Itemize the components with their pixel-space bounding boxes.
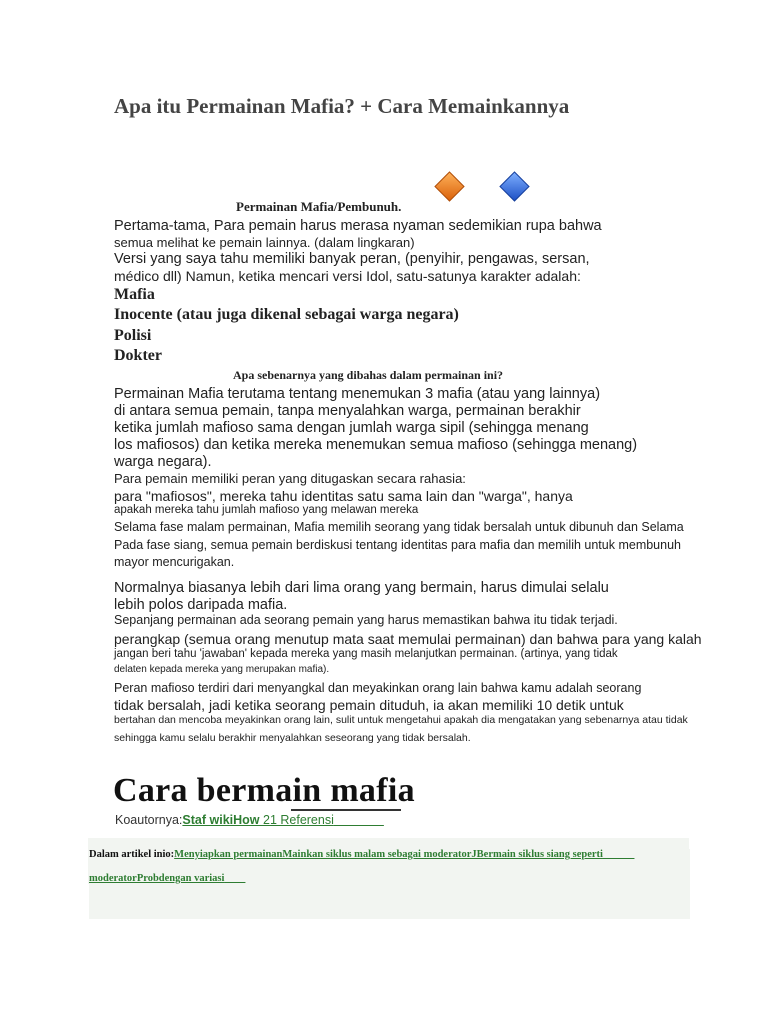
toc-links-1-trail [603, 849, 635, 860]
about-line: di antara semua pemain, tanpa menyalahkan warga, permainan berakhir [114, 403, 581, 419]
about-line: perangkap (semua orang menutup mata saat memulai permainan) dan bahwa para yang kalah [114, 631, 702, 647]
subheading-game: Permainan Mafia/Pembunuh. [236, 199, 402, 214]
toc-links-2[interactable]: moderatorProbdengan variasi [89, 873, 225, 884]
role-mafia: Mafia [114, 286, 155, 303]
about-line: apakah mereka tahu jumlah mafioso yang melawan mereka [114, 504, 419, 516]
about-line: para "mafiosos", mereka tahu identitas satu sama lain dan "warga", hanya [114, 488, 573, 504]
about-line: Sepanjang permainan ada seorang pemain yang harus memastikan bahwa itu tidak terjadi. [114, 613, 618, 627]
blue-diamond-icon [499, 171, 530, 202]
about-line: Permainan Mafia terutama tentang menemukan 3 mafia (atau yang lainnya) [114, 386, 601, 402]
toc-links-1[interactable]: Menyiapkan permainanMainkan siklus malam sebagai moderatorJBermain siklus siang seperti [174, 849, 603, 860]
about-line: delaten kepada mereka yang merupakan mafia). [114, 664, 330, 675]
intro-line: médico dll) Namun, ketika mencari versi Idol, satu-satunya karakter adalah: [114, 268, 581, 284]
references-link[interactable]: 21 Referensi [259, 813, 334, 827]
about-line: Selama fase malam permainan, Mafia memilih seorang yang tidak bersalah untuk dibunuh dan Selama [114, 520, 684, 534]
about-line: Para pemain memiliki peran yang ditugaskan secara rahasia: [114, 471, 466, 486]
about-line: sehingga kamu selalu berakhir menyalahkan seseorang yang tidak bersalah. [114, 732, 471, 744]
about-line: Normalnya biasanya lebih dari lima orang yang bermain, harus dimulai selalu [114, 580, 609, 596]
author-link[interactable]: Staf wikiHow [182, 813, 260, 827]
intro-line: Versi yang saya tahu memiliki banyak peran, (penyihir, pengawas, sersan, [114, 251, 590, 267]
toc-line-2 [89, 873, 690, 919]
about-line: mayor mencurigakan. [114, 555, 235, 569]
about-line: Pada fase siang, semua pemain berdiskusi tentang identitas para mafia dan memilih untuk membunuh [114, 538, 681, 552]
heading-underline [291, 809, 401, 811]
toc-links-2-trail [224, 873, 245, 884]
role-dokter: Dokter [114, 347, 162, 364]
intro-line: semua melihat ke pemain lainnya. (dalam lingkaran) [114, 235, 415, 250]
about-line: jangan beri tahu 'jawaban' kepada mereka yang masih melanjutkan permainan. (artinya, yang tidak [114, 648, 618, 660]
page-title: Apa itu Permainan Mafia? + Cara Memainkannya [114, 94, 570, 118]
subheading-about: Apa sebenarnya yang dibahas dalam permainan ini? [233, 368, 504, 382]
about-line: los mafiosos) dan ketika mereka menemukan semua mafioso (sehingga menang) [114, 437, 638, 453]
about-line: tidak bersalah, jadi ketika seorang pemain dituduh, ia akan memiliki 10 detik untuk [114, 697, 624, 713]
about-line: Peran mafioso terdiri dari menyangkal dan meyakinkan orang lain bahwa kamu adalah seorang [114, 681, 642, 695]
toc-prefix: Dalam artikel inio: [89, 849, 175, 860]
author-prefix: Koautornya: [115, 813, 183, 827]
orange-diamond-icon [434, 171, 465, 202]
about-line: ketika jumlah mafioso sama dengan jumlah warga sipil (sehingga menang [114, 420, 589, 436]
section-heading: Cara bermain mafia [113, 772, 415, 809]
role-inocente: Inocente (atau juga dikenal sebagai warga negara) [114, 306, 459, 323]
about-line: lebih polos daripada mafia. [114, 597, 288, 613]
about-line: bertahan dan mencoba meyakinkan orang lain, sulit untuk mengetahui apakah dia mengatakan yang sebenarnya atau tidak [114, 714, 688, 726]
author-line [115, 813, 384, 827]
intro-line: Pertama-tama, Para pemain harus merasa nyaman sedemikian rupa bahwa [114, 218, 602, 234]
role-polisi: Polisi [114, 327, 152, 344]
references-link-trail [334, 813, 384, 827]
about-line: warga negara). [114, 454, 212, 470]
